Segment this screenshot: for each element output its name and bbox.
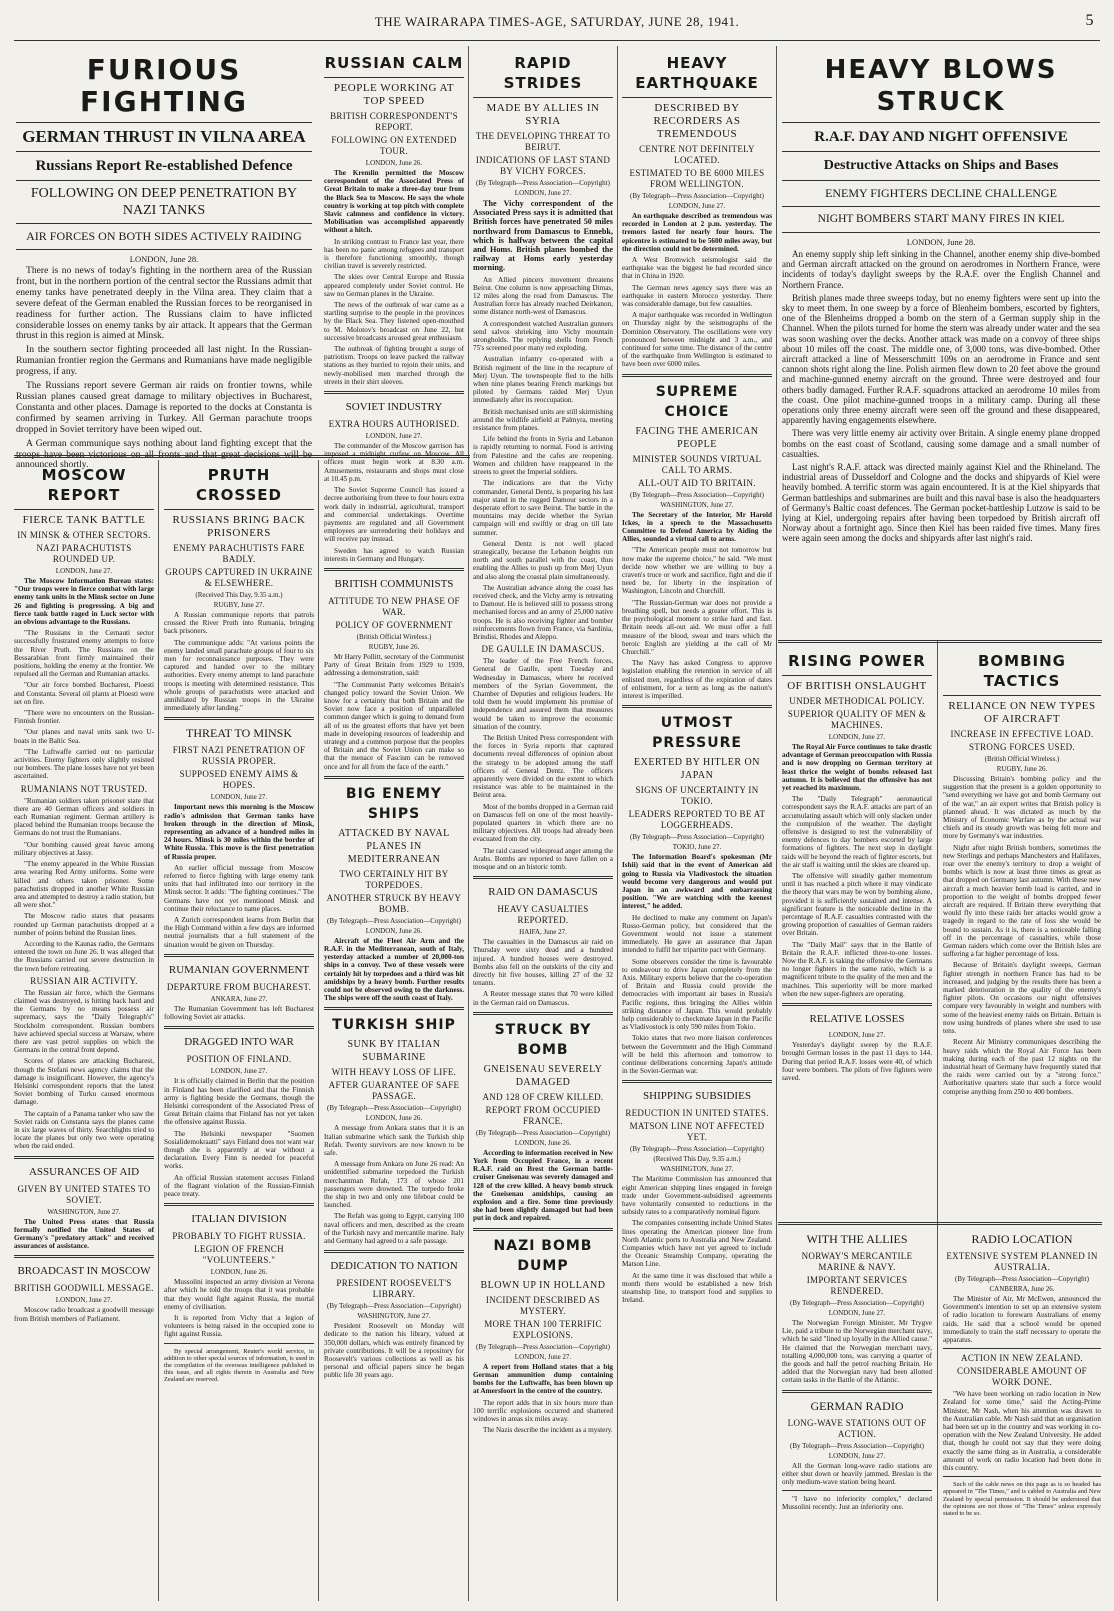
note: (Received This Day, 9.35 a.m.) <box>195 591 283 599</box>
paragraph: A message from Ankara on June 26 read: An unidentified submarine torpedoed the Turkish merchantman Refah, 173 of whose 201 passengers were drowned. The torpedo broke the ship in two and only one lifeboat could be launched. <box>324 1160 464 1210</box>
subheadline: SIGNS OF UNCERTAINTY IN TOKIO. <box>635 785 759 807</box>
subheadline: DESCRIBED BY RECORDERS AS TREMENDOUS <box>653 102 741 140</box>
subheadline: ENEMY PARACHUTISTS FARE BADLY. <box>173 543 305 564</box>
headline: HEAVY EARTHQUAKE <box>635 54 759 92</box>
subheadline: INCIDENT DESCRIBED AS MYSTERY. <box>485 1294 601 1316</box>
paragraph: All the German long-wave radio stations are either shut down or heavily jammed. Breslau is the only medium-wave station being heard. <box>782 1461 932 1487</box>
dateline: LONDON, June 27. <box>55 1296 113 1305</box>
paragraph: "The American people must not tomorrow but now make the supreme choice," he said. "We must decide now whether we are willing to buy a craven's truce or work and sacrifice, fight and die if need be, for liberty in the inspiration of Washington, Lincoln and Churchill. <box>622 546 772 596</box>
headline: TURKISH SHIP <box>332 1017 456 1034</box>
subheadline: LEADERS REPORTED TO BE AT LOGGERHEADS. <box>628 809 766 831</box>
dateline: RUGBY, June 27. <box>213 601 265 609</box>
article-heavy-blows-struck <box>782 50 1100 640</box>
dateline: LONDON, June 27. <box>828 733 886 741</box>
paragraph: A German communique says nothing about land fighting except that the troops have been victorious on all fronts and that great decisions will be announced shortly. <box>16 437 312 471</box>
dateline: LONDON, June 26. <box>365 926 423 935</box>
headline: BIG ENEMY SHIPS <box>345 785 443 822</box>
article-rising-power <box>782 648 932 1220</box>
subheadline: ENEMY FIGHTERS DECLINE CHALLENGE <box>825 186 1057 200</box>
subheadline: BLOWN UP IN HOLLAND <box>480 1279 606 1291</box>
paragraph: The "Daily Mail" says that in the Battle of Britain the R.A.F. inflicted three-to-one losses. Now the R.A.F. is taking the offensive the Germans no longer fighters in the same ratio, which is a magnificent tribute to the quality of the men and the machines. This superiority will be more marked when the new super-fighters are operating. <box>782 940 932 998</box>
paragraph: "The Russian-German war does not provide a breathing spell, but needs a greater effort. This is the psychological moment to strike hard and fast. Britain needs all-out aid. We must offer a full measure of the blood, sweat and tears which the heroic English are yielding at the call of Mr Churchill." <box>622 598 772 656</box>
headline: MOSCOW REPORT <box>41 466 127 504</box>
paragraph: "The enemy appeared in the White Russian area wearing Red Army uniforms. Some were killed and others taken prisoner. Some parachutists dropped in another White Russian area and attempted to destroy a radio station, but all were shot." <box>14 860 154 910</box>
subheadline: POLICY OF GOVERNMENT <box>335 619 453 630</box>
paragraph: The Minister of Air, Mr McEwen, announced the Government's intention to set up an extensive system of radio location to forewarn Australians of enemy raids. He said that a school would be opened immediately to train the staff necessary to operate the apparatus. <box>943 1295 1101 1345</box>
article-heavy-earthquake <box>622 50 772 1600</box>
paragraph: The Refah was going to Egypt, carrying 100 naval officers and men, described as the cream of the Turkish navy and mercantile marine. Italy and Germany had agreed to a safe passage. <box>324 1212 464 1246</box>
paragraph: "We have been working on radio location in New Zealand for some time," said the Acting-Prime Minister, Mr Nash, when his attention was drawn to the Australian cable. Mr Nash said that an organisation had been set up in the country and was working in co-operation with the New Zealand University. He added that, though he could not say that they were doing exactly the same thing as in Australia, a considerable amount of work on radio location had been done in this country. <box>943 1390 1101 1473</box>
paragraph: The Russian air force, which the Germans claimed was destroyed, is hitting back hard and the Germans by no means possess air supremacy, says the "Daily Telegraph's" Stockholm correspondent. Russian bombers have achieved special success at Warsaw, where there are vast petrol supplies on which the Germans in the central front depend. <box>14 988 154 1055</box>
subheadline: AND 128 OF CREW KILLED. <box>482 1091 604 1102</box>
paragraph: The Rumanian Government has left Bucharest following Soviet air attacks. <box>164 1004 314 1022</box>
paragraph: The Royal Air Force continues to take drastic advantage of German preoccupation with Russia and is now dropping on German territory at least thrice the weight of bombs released last autumn. It is believed that the offensive has not yet reached its maximum. <box>782 743 932 793</box>
subheadline: RELIANCE ON NEW TYPES OF AIRCRAFT <box>948 700 1096 725</box>
paragraph: The Moscow radio states that peasants rounded up German parachutists dropped at a number of points behind the Russian lines. <box>14 912 154 937</box>
dateline: LONDON, June 27. <box>514 1352 572 1361</box>
subheadline: PROBABLY TO FIGHT RUSSIA. <box>172 1231 306 1242</box>
subheadline: SUNK BY ITALIAN SUBMARINE <box>347 1039 441 1064</box>
paragraph: An official Russian statement accuses Finland of the flagrant violation of the Russian-Finnish peace treaty. <box>164 1173 314 1198</box>
headline: RUSSIAN CALM <box>324 54 464 72</box>
paragraph: In striking contrast to France last year, there has been no panic among refugees and transport is therefore functioning smoothly, though civilian travel is severely restricted. <box>324 237 464 271</box>
paragraph: An earlier official message from Moscow referred to fierce fighting with large enemy tank units that had infiltrated into our territory in the Minsk sector. It adds: "The fighting continues." The Germans have not yet mentioned Minsk and continue their reluctance to name places. <box>164 863 314 913</box>
headline: BOMBING TACTICS <box>978 652 1066 690</box>
paragraph: British planes made three sweeps today, but no enemy fighters were sent up into the sky to meet them. In one sweep by a force of Blenheim bombers, escorted by fighters, one of the Blenheims dropped a bomb on the stern of a German supply ship in the Channel. When the pilots turned for home the stern was already under water and the sea was soon washing over the decks. Another attack was made on a convoy of three ships about 10 miles off the coast. The middle one, of 3,000 tons, was dive-bombed. Other aircraft attacked a line of Messerschmitt 109s on an aerodrome in France and sent cannon shots right along the line. Polish airmen flew down to 20 feet above the ground and machine-gunned enemy aircraft on the ground. Three were destroyed and four others badly damaged. Further R.A.F. squadrons attacked an aerodrome 10 miles from the coast. One pilot machine-gunned troops in a military camp. During all these operations only three enemy aircraft were seen off the ground and these disappeared, apparently having engagements elsewhere. <box>782 292 1100 426</box>
paragraph: A Reuter message states that 70 were killed in the German raid on Damascus. <box>473 990 613 1007</box>
dateline: LONDON, June 27. <box>828 1031 886 1040</box>
article-with-the-allies <box>782 1228 932 1603</box>
paragraph: In the southern sector fighting proceeded all last night. In the Russian-Rumanian frontier region the Germans and Rumanians have made negligible progress, if any. <box>16 344 312 378</box>
paragraph: Moscow radio broadcast a goodwill message from British members of Parliament. <box>14 1306 154 1323</box>
headline: SHIPPING SUBSIDIES <box>643 1090 751 1103</box>
note: (By Telegraph—Press Association—Copyright) <box>476 1128 610 1137</box>
paragraph: General Dentz is not well placed strategically, because the Lebanon heights run north and south parallel with the coast, thus enabling the Allies to push up from Merj Uyun and also along the coastal plain simultaneously. <box>473 539 613 581</box>
dateline: LONDON, June 26. <box>514 1138 572 1147</box>
paragraph: The German news agency says there was an earthquake in eastern Morocco yesterday. There was considerable damage, but few casualties. <box>622 283 772 309</box>
paragraph: A message from Ankara states that it is an Italian submarine which sank the Turkish ship Refah. Twenty survivors are now known to be safe. <box>324 1124 464 1157</box>
subheadline: DEPARTURE FROM BUCHAREST. <box>166 981 312 992</box>
headline: NAZI BOMB DUMP <box>493 1237 593 1274</box>
dateline: LONDON, June 26. <box>210 1268 268 1277</box>
dateline: LONDON, June 27. <box>828 1309 886 1317</box>
note: (By Telegraph—Press Association—Copyright) <box>630 833 764 842</box>
paragraph: At the same time it was disclosed that while a month there would be established a new Irish steamship line, to transport food and supplies to Ireland. <box>622 1271 772 1305</box>
subheadline: WITH HEAVY LOSS OF LIFE. <box>331 1067 457 1078</box>
subheadline: FOLLOWING ON DEEP PENETRATION BY NAZI TANKS <box>30 186 298 218</box>
dateline: WASHINGTON, June 27. <box>660 500 734 509</box>
subheadline: FIRST NAZI PENETRATION OF RUSSIA PROPER. <box>172 745 306 767</box>
headline: GERMAN RADIO <box>810 1398 904 1413</box>
subheadline: SUPPOSED ENEMY AIMS & HOPES. <box>179 769 299 791</box>
subheadline: IMPORTANT SERVICES RENDERED. <box>806 1275 908 1296</box>
paragraph: The offensive will steadily gather momentum until it has reached a pitch where it may vindicate the theory that wars may be won by bombing alone, provided it is sufficiently sustained and intense. A significant feature is the noticeable decline in the percentage of R.A.F. casualties contrasted with the growing proportion of casualties of German raiders over Britain. <box>782 872 932 938</box>
subheadline: RUMANIANS NOT TRUSTED. <box>20 783 148 794</box>
paragraph: Yesterday's daylight sweep by the R.A.F. brought German losses in the past 11 days to 144. During that period R.A.F. losses were 40, of which four were bombers. The pilots of five fighters were saved. <box>782 1041 932 1082</box>
headline: THREAT TO MINSK <box>185 726 292 741</box>
subheadline: Destructive Attacks on Ships and Bases <box>823 158 1059 173</box>
column-rule <box>776 46 777 1601</box>
paragraph: Life behind the fronts in Syria and Lebanon is rapidly returning to normal. Food is arriving from Palestine and the cafes are reopening. Women and children have reappeared in the streets to greet the Imperial soldiers. <box>473 435 613 477</box>
paragraph: The report adds that in six hours more than 100 terrific explosions occurred and shattered windows in areas six miles away. <box>473 1398 613 1423</box>
column-rule <box>158 460 159 1601</box>
subheadline: CONSIDERABLE AMOUNT OF WORK DONE. <box>957 1366 1087 1388</box>
dateline: LONDON, June 27. <box>55 567 113 575</box>
article-moscow-report <box>14 462 154 1602</box>
subheadline: RUSSIAN AIR ACTIVITY. <box>30 975 138 986</box>
note: (By Telegraph—Press Association—Copyright) <box>327 1104 461 1113</box>
paragraph: "Our planes and naval units sank two U-boats in the Baltic Sea. <box>14 728 154 745</box>
article-bombing-tactics <box>943 648 1101 1220</box>
subheadline: PEOPLE WORKING AT TOP SPEED <box>333 82 455 107</box>
subheadline: NIGHT BOMBERS START MANY FIRES IN KIEL <box>817 213 1065 225</box>
subheadline: GNEISENAU SEVERELY DAMAGED <box>483 1063 603 1088</box>
paragraph: The Nazis describe the incident as a mystery. <box>483 1426 613 1435</box>
dateline: WASHINGTON, June 27. <box>47 1207 121 1216</box>
subheadline: AFTER GUARANTEE OF SAFE PASSAGE. <box>328 1080 460 1102</box>
dateline: LONDON, June 27. <box>514 189 572 197</box>
column-rule <box>318 460 319 1601</box>
paragraph: Important news this morning is the Moscow radio's admission that German tanks have broken through in the direction of Minsk, representing an advance of a hundred miles in 24 hours. Minsk is 30 miles within the border of White Russia. This move is the first penetration of Russia proper. <box>164 803 314 861</box>
section-rule <box>778 640 1102 643</box>
dateline: WASHINGTON, June 27. <box>357 1312 431 1321</box>
subheadline: THE DEVELOPING THREAT TO BEIRUT. <box>475 131 611 152</box>
paragraph: The Russians report severe German air raids on frontier towns, while Russian planes caused great damage to military objectives in Bucharest, Constanta and other places. Damage is reported to the docks at Constanta is confirmed by seamen arriving in Turkey. All German parachute troops dropped in Soviet territory have been wiped out. <box>16 380 312 435</box>
subheadline: REDUCTION IN UNITED STATES. <box>625 1108 769 1119</box>
paragraph: British mechanised units are still skirmishing around the wildlife airfield at Palmyra, meeting resistance from planes. <box>473 407 613 433</box>
headline: RELATIVE LOSSES <box>809 1013 905 1026</box>
paragraph: A Zurich correspondent learns from Berlin that the High Command within a few days are informed neutral journalists that a full statement of the situation would be given on Thursday. <box>164 916 314 949</box>
paragraph: Tokio states that two more liaison conferences between the Government and the High Command will be held this afternoon and tomorrow to continue deliberations concerning Japan's attitude in the Soviet-German war. <box>622 1034 772 1076</box>
subheadline: ESTIMATED TO BE 6000 MILES FROM WELLINGTON. <box>629 168 765 189</box>
paragraph: The Navy has asked Congress to approve legislation enabling the retention in service of all enlisted men, regardless of the expiration of dates of enlistment, for a term as long as the nation's interest is imperilled. <box>622 659 772 700</box>
article-russian-calm <box>324 50 464 1600</box>
note: (British Official Wireless.) <box>356 632 432 641</box>
subheadline: EXTENSIVE SYSTEM PLANNED IN AUSTRALIA. <box>946 1251 1098 1272</box>
paragraph: The skies over Central Europe and Russia appeared completely under Soviet control. He saw no German planes in the Ukraine. <box>324 273 464 298</box>
subheadline: RUSSIANS BRING BACK PRISONERS <box>172 514 306 539</box>
paragraph: An Allied pincers movement threatens Beirut. One column is now approaching Dimas, 12 miles along the road from Damascus. The Australian force has already reached Deirkanon, some distance north-west of Damascus. <box>473 275 613 317</box>
paragraph: There was very little enemy air activity over Britain. A single enemy plane dropped bombs on the east coast of Scotland, causing some damage and a small number of casualties. <box>782 428 1100 459</box>
paragraph: An enemy supply ship left sinking in the Channel, another enemy ship dive-bombed and German aircraft attacked on the ground on aerodromes in Northern France, were incidents of today's daylight sweeps by the R.A.F. over the English Channel and Northern France. <box>782 249 1100 290</box>
headline: RADIO LOCATION <box>971 1232 1073 1246</box>
paragraph: According to the Kaunas radio, the Germans entered the town on June 26. It was alleged that the Russians carried out severe destruction in the town before retreating. <box>14 939 154 973</box>
dateline: TOKIO, June 27. <box>672 843 722 852</box>
paragraph: The Secretary of the Interior, Mr Harold Ickes, in a speech to the Massachusetts Committee to Defend America by Aiding the Allies, sounded a virtual call to arms. <box>622 510 772 544</box>
paragraph: It is reported from Vichy that a legion of volunteers is being raised in the occupied zone to fight against Russia. <box>164 1313 314 1339</box>
paragraph: Mussolini inspected an army division at Verona after which he told the troops that it was probable that they would fight against Russia, the mortal enemy of civilisation. <box>164 1278 314 1311</box>
paragraph: A correspondent watched Australian gunners send salvos shrieking into Vichy mountain strongholds. The replying shells from French 75's screened poor many red exploding. <box>473 319 613 353</box>
paragraph: Mr Harry Pollitt, secretary of the Communist Party of Great Britain from 1929 to 1939, addressing a demonstration, said: <box>324 652 464 678</box>
masthead <box>14 10 1100 41</box>
subheadline: STRONG FORCES USED. <box>969 742 1075 752</box>
dateline: LONDON, June 27. <box>828 1451 886 1460</box>
dateline: WASHINGTON, June 27. <box>660 1165 734 1174</box>
paragraph: "Our air force bombed Bucharest, Ploesti and Constanta. Several oil plants at Ploesti were set on fire. <box>14 681 154 706</box>
paragraph: "The Russians in the Cernauti sector successfully frustrated enemy attempts to force the River Pruth. The Russians on the Bessarabian front firmly maintained their positions, holding the enemy at the frontier. We repulsed all the German and Rumanian attacks. <box>14 629 154 679</box>
paragraph: The "Daily Telegraph" aeronautical correspondent says the R.A.F. attacks are part of an accumulating assault which will only slacken under the compulsion of the weather. The daylight offensive is designed to test the vulnerability of enemy defences to day bombers escorted by large formations of fighters. The next step in daylight raids will be beyond the reach of fighter escorts, but the air staff is waiting until the skies are cleared up. <box>782 795 932 869</box>
subheadline: ATTITUDE TO NEW PHASE OF WAR. <box>328 595 460 617</box>
note: (By Telegraph—Press Association—Copyright) <box>630 192 764 200</box>
dateline: HAIFA, June 27. <box>519 928 567 937</box>
headline: ITALIAN DIVISION <box>191 1213 287 1226</box>
paragraph: "There were no encounters on the Russian-Finnish frontier. <box>14 709 154 726</box>
paragraph: The commander of the Moscow garrison has imposed a midnight curfew on Moscow. All offices must begin work at 8.30 a.m. Amusements, restaurants and shops must close at 10.45 p.m. <box>324 442 464 483</box>
note: (By Telegraph—Press Association—Copyright) <box>476 179 610 187</box>
subheadline: ALL-OUT AID TO BRITAIN. <box>638 477 756 488</box>
paragraph: Last night's R.A.F. attack was directed mainly against Kiel and the Rhineland. The industrial areas of Dusseldorf and Cologne and the docks and shipyards of Kiel were heavily bombed. A terrific storm was again encountered. It is at the Kiel shipyards that German battleships and submarines are built and this naval base is also the headquarters of Germany's Baltic coast defences. The German pocket-battleship Lutzow is said to be lying at Kiel, undergoing repairs after having been torpedoed by British aircraft off Norway about a fortnight ago. Since then Kiel has been raided five times. Many fires were again seen among the docks and shipyards after last night's raid. <box>782 462 1100 544</box>
subheadline: FACING THE AMERICAN PEOPLE <box>635 425 759 450</box>
dateline: CANBERRA, June 26. <box>989 1285 1055 1293</box>
headline: SUPREME CHOICE <box>655 383 739 420</box>
subheadline: HEAVY CASUALTIES REPORTED. <box>497 904 589 926</box>
headline: UTMOST PRESSURE <box>652 715 742 752</box>
dateline: ANKARA, June 27. <box>210 994 268 1003</box>
paragraph: Night after night British bombers, sometimes the new Sterlings and perhaps Manchesters and Halifaxes, roar over the enemy's territory to drop a weight of bombs which is now at least three times as great as that dropped on Germany last autumn. With these new aircraft a much heavier bomb load is carried, and in proportion to the weight of bombs dropped fewer aircraft are required. If Britain threw everything that would fly into these raids her attacks would grow a tragedy in regard to the rate of loss she would be bound to sustain. As it is, there is a noticeable falling off in the percentage of casualties, while those German raiders which come over the British Isles are suffering a far higher percentage of loss. <box>943 843 1101 959</box>
note: (By Telegraph—Press Association—Copyright) <box>790 1441 924 1450</box>
dateline: LONDON, June 28. <box>129 254 199 264</box>
headline: RAID ON DAMASCUS <box>488 886 598 899</box>
subheadline: UNDER METHODICAL POLICY. <box>789 696 925 706</box>
headline: STRUCK BY BOMB <box>494 1021 592 1058</box>
paragraph: "Rumanian soldiers taken prisoner state that there are 40 German officers and soldiers in each Rumanian regiment. German artillery is placed behind the Rumanian troops because the Germans do not trust the Rumanians. <box>14 796 154 838</box>
note: (By Telegraph—Press Association—Copyright) <box>476 1342 610 1351</box>
paragraph: A Russian communique reports that patrols crossed the River Pruth into Rumania, bringing back prisoners. <box>164 611 314 636</box>
paragraph: The Vichy correspondent of the Associated Press says it is admitted that British forces have penetrated 50 miles northward from Damascus to Ennebk, which is halfway between the capital and Homs. British planes bombed the railway at Homs early yesterday morning. <box>473 199 613 273</box>
subheadline: GIVEN BY UNITED STATES TO SOVIET. <box>17 1183 151 1205</box>
note: (By Telegraph—Press Association—Copyright) <box>790 1299 924 1307</box>
paragraph: The leader of the Free French forces, General de Gaulle, spent Tuesday and Wednesday in Damascus, where he received members of the Syrian Government, the Chamber of Deputies and religious leaders. He told them he would implement his promise of independence and assured them that measures would be taken to improve the economic situation of the country. <box>473 657 613 731</box>
subheadline: ATTACKED BY NAVAL PLANES IN MEDITERRANEAN <box>338 827 450 865</box>
paragraph: Discussing Britain's bombing policy and the suggestion that the present is a golden opportunity to "send everything we have got and bomb Germany out of the war," an air expert writes that British policy is planned ahead. It was dictated as much by the Ministry of Economic Warfare as by the actual war chiefs and its steady growth was being felt more and more by Germany's war industries. <box>943 775 1101 841</box>
subheadline: PRESIDENT ROOSEVELT'S LIBRARY. <box>336 1278 452 1300</box>
paragraph: The indications are that the Vichy commander, General Dentz, is preparing his last major stand in the rugged Damour sectors in a desperate effort to save Beirut. The battle in the mountains may decide whether the Syrian campaign will end swiftly or drag on till late summer. <box>473 479 613 537</box>
paragraph: Sweden has agreed to watch Russian interests in Germany and Hungary. <box>324 546 464 563</box>
paragraph: He declined to make any comment on Japan's Russo-German policy, but considered that the Government would not issue a statement immediately. He gave an assurance that Japan intended to fulfil her tripartite pact with Germany. <box>622 913 772 955</box>
subheadline: GERMAN THRUST IN VILNA AREA <box>22 127 306 146</box>
headline: WITH THE ALLIES <box>806 1232 908 1246</box>
paragraph: Scores of planes are attacking Bucharest, though the Stefani news agency claims that the damage is insignificant. However, the agency's Helsinki correspondent reports that the latest Soviet bombing of Turku caused enormous damage. <box>14 1057 154 1107</box>
paragraph: A report from Holland states that a big German ammunition dump containing bombs for the Luftwaffe, has been blown up at Amersfoort in the centre of the country. <box>473 1362 613 1396</box>
paragraph: President Roosevelt on Monday will dedicate to the nation his library, valued at 350,000 dollars, which was entirely financed by private contributions. It will be a repository for Roosevelt's various collections as well as his personal and official papers since he began public life 30 years ago. <box>324 1322 464 1380</box>
masthead-title: THE WAIRARAPA TIMES-AGE, SATURDAY, JUNE 28, 1941. <box>374 14 740 29</box>
dateline: RUGBY, June 26. <box>996 765 1048 773</box>
note: (Received This Day, 9.35 a.m.) <box>653 1155 741 1164</box>
headline: BRITISH COMMUNISTS <box>334 577 454 590</box>
subheadline: DE GAULLE IN DAMASCUS. <box>481 644 605 655</box>
note: (By Telegraph—Press Association—Copyright) <box>327 916 461 925</box>
subheadline: CENTRE NOT DEFINITELY LOCATED. <box>639 144 755 165</box>
article-radio-location <box>943 1228 1101 1603</box>
subheadline: BRITISH GOODWILL MESSAGE. <box>14 1283 154 1294</box>
column-rule <box>617 46 618 1601</box>
subheadline: R.A.F. DAY AND NIGHT OFFENSIVE <box>814 129 1068 145</box>
headline: FURIOUS FIGHTING <box>80 53 248 118</box>
subheadline: FOLLOWING ON EXTENDED TOUR. <box>331 135 457 156</box>
paragraph: Most of the bombs dropped in a German raid on Damascus fell on one of the most heavily-populated quarters in which there are no military objectives. All troops had already been evacuated from the city. <box>473 802 613 844</box>
note: (By Telegraph—Press Association—Copyright) <box>630 490 764 499</box>
dateline: LONDON, June 27. <box>210 793 268 802</box>
headline: HEAVY BLOWS STRUCK <box>824 55 1058 117</box>
paragraph: The Information Board's spokesman (Mr Ishii) said that in the event of American aid going to Russia via Vladivostock the situation would become very dangerous and would put Japan in an awkward and embarrassing position. "We are watching with the keenest interest," he added. <box>622 853 772 911</box>
subheadline: LEGION OF FRENCH "VOLUNTEERS." <box>194 1244 284 1266</box>
article-pruth-crossed <box>164 462 314 1602</box>
paragraph: According to information received in New York from Occupied France, in a recent R.A.F. raid on Brest the German battle-cruiser Gneisenau was severely damaged and 128 of the crew killed. A heavy bomb struck the Gneisenau amidships, causing an explosion and a fire. Some time previously she had been slightly damaged but had been put in dock and repaired. <box>473 1148 613 1223</box>
headline: ASSURANCES OF AID <box>28 1165 140 1178</box>
subheadline: POSITION OF FINLAND. <box>186 1054 292 1065</box>
paragraph: The Australian advance along the coast has received check, and the Vichy army is retreating to Damour. He is believed still to possess strong mechanised forces and an army of 25,000 native troops. He is also receiving fighter and bomber reinforcements flown from France, via Sardinia, Brindisi, Rhodes and Aleppo. <box>473 583 613 641</box>
subheadline: Russians Report Re-established Defence <box>35 158 293 174</box>
subheadline: OF BRITISH ONSLAUGHT <box>787 680 927 692</box>
dateline: LONDON, June 27. <box>210 1067 268 1076</box>
paragraph: The Maritime Commission has announced that eight American shipping lines engaged in foreign trade under Government-subsidised agreements have voluntarily consented to reductions in the subsidy rates to a comparatively nominal figure. <box>622 1175 772 1217</box>
note: (British Official Wireless.) <box>984 755 1060 763</box>
dateline: LONDON, June 27. <box>668 202 726 210</box>
dateline: LONDON, June 27. <box>365 432 423 441</box>
subheadline: SUPERIOR QUALITY OF MEN & MACHINES. <box>787 709 927 730</box>
paragraph: Recent Air Ministry communiques describing the heavy raids which the Royal Air Force has been making during each of the past 12 nights on the industrial heart of Germany have frequently stated that the raids were carried out by a "strong force." Authoritative quarters state that such a force would comprise anything from 250 to 400 bombers. <box>943 1038 1101 1096</box>
note: (By Telegraph—Press Association—Copyright) <box>630 1145 764 1154</box>
subheadline: MADE BY ALLIES IN SYRIA <box>486 102 600 127</box>
dateline: LONDON, June 28. <box>906 237 976 247</box>
paragraph: A West Bromwich seismologist said the earthquake was the biggest he had recorded since that in China in 1920. <box>622 256 772 281</box>
paragraph: The captain of a Panama tanker who saw the Soviet raids on Constanta says the planes came in six large waves of thirty. Searchlights tried to locate the planes but only two were operating when the raid ended. <box>14 1109 154 1151</box>
subheadline: GROUPS CAPTURED IN UKRAINE & ELSEWHERE. <box>165 567 313 588</box>
paragraph: The Helsinki newspaper "Suomen Sosialidemokraatti" says Finland does not want war though she is apparently at war without a declaration. Every Finn is needed for peaceful works. <box>164 1129 314 1171</box>
paragraph: The news of the outbreak of war came as a startling surprise to the people in the provinces by the Black Sea. They listened open-mouthed to M. Molotov's broadcast on June 22, but successive broadcasts aroused great enthusiasm. <box>324 301 464 342</box>
section-rule <box>778 1222 1102 1225</box>
note: (By Telegraph—Press Association—Copyright) <box>955 1275 1089 1283</box>
subheadline: NAZI PARACHUTISTS ROUNDED UP. <box>36 543 132 564</box>
headline: PRUTH CROSSED <box>196 466 282 504</box>
subheadline: AIR FORCES ON BOTH SIDES ACTIVELY RAIDING <box>26 229 302 243</box>
subheadline: TWO CERTAINLY HIT BY TORPEDOES. <box>339 868 449 890</box>
headline: DEDICATION TO NATION <box>330 1260 458 1273</box>
paragraph: The British United Press correspondent with the forces in Syria reports that captured documents reveal differences of opinion about the strategy to be adopted among the staff officers of General Dentz. The officers apparently were divided on the extent to which resistance was able to be maintained in the Beirut area. <box>473 733 613 800</box>
article-furious-fighting <box>16 50 312 471</box>
headline: DRAGGED INTO WAR <box>184 1036 294 1049</box>
subheadline: EXTRA HOURS AUTHORISED. <box>328 419 460 430</box>
paragraph: A major earthquake was recorded in Wellington on Thursday night by the seismographs of the Dominion Observatory. The oscillations were very pronounced between midnight and 3 a.m., and continued for some time. The distance of the centre of the earthquake from Wellington is estimated to have been over 6000 miles. <box>622 311 772 369</box>
paragraph: "I have no inferiority complex," declared Mussolini recently. Just an inferiority one. <box>782 1495 932 1512</box>
subheadline: MORE THAN 100 TERRIFIC EXPLOSIONS. <box>484 1318 602 1340</box>
dateline: RUGBY, June 26. <box>368 642 420 651</box>
headline: SOVIET INDUSTRY <box>345 401 443 414</box>
dateline: LONDON, June 26. <box>365 159 423 167</box>
paragraph: Some observers consider the time is favourable to endeavour to drive Japan completely from the Axis. Military experts believe that the co-operation of Britain and Russia could provide the democracies with important air bases in Russia's Pacific regions, thus bringing the Allies within striking distance of Japan. This would probably help considerably to checkmate Japan in the Pacific as Vladivostock is only 590 miles from Tokio. <box>622 957 772 1032</box>
paragraph: "The Luftwaffe carried out no particular activities. Enemy fighters only slightly resisted our bombers. The plane losses have not yet been ascertained. <box>14 747 154 781</box>
paragraph: The raid caused widespread anger among the Arabs. Bombs are reported to have fallen on a mosque and on an historic tomb. <box>473 846 613 872</box>
subheadline: LONG-WAVE STATIONS OUT OF ACTION. <box>787 1417 927 1439</box>
headline: RUMANIAN GOVERNMENT <box>168 963 310 976</box>
column-rule <box>468 46 469 1601</box>
paragraph: The Norwegian Foreign Minister, Mr Trygve Lie, paid a tribute to the Norwegian merchant navy, which he said "lined up loyally in the Allied cause." He claimed that the Norwegian merchant navy, totalling 4,000,000 tons, was carrying a quarter of the goods and half the petrol reaching Britain. He added that the Norwegian navy had been allotted certain tasks in the Battle of the Atlantic. <box>782 1319 932 1385</box>
paragraph: The outbreak of fighting brought a surge of patriotism. Troops on leave packed the railway stations as they hurried to rejoin their units, and newly-mobilised men marched through the streets in their shirt sleeves. <box>324 345 464 386</box>
headline: BROADCAST IN MOSCOW <box>17 1265 151 1278</box>
paragraph: The communique adds: "At various points the enemy landed small parachute groups of four to six men for reconnaissance purposes. They were captured and handed over to the military authorities. Every enemy attempt to land parachute troops is meeting with determined resistance. This whole groups of parachutists were attacked and annihilated by Russian troops in the Ukraine immediately after landing." <box>164 638 314 713</box>
headline: RAPID STRIDES <box>503 54 583 92</box>
paragraph: The Soviet Supreme Council has issued a decree authorising from three to four hours extra work daily in industrial, agricultural, transport and commercial undertakings. Overtime payments are regulated and all Government employees are surrendering their holidays and will receive pay instead. <box>324 486 464 544</box>
subheadline: INDICATIONS OF LAST STAND BY VICHY FORCES. <box>475 155 611 176</box>
column-rule <box>937 640 938 1601</box>
footnote: Such of the cable news on this page as is so headed has appeared in "The Times," and is cabled to Australia and New Zealand by special permission. It should be understood that the opinions are not those of "The Times" unless expressly stated to be so. <box>943 1481 1101 1518</box>
paragraph: There is no news of today's fighting in the northern area of the Russian front, but in the northern portion of the central sector the Russians admit that enemy tanks have penetrated deeply in the Vilna area. They claim that a severe defeat of the German enabled the Russian forces to be reorganised in readiness for further action. The Russians claim to have inflicted considerable losses on enemy tanks by air attack. It appears that the German thrust in this region is aimed at Minsk. <box>16 265 312 342</box>
paragraph: The Kremlin permitted the Moscow correspondent of the Associated Press of Great Britain to make a three-day tour from the Black Sea to Moscow. He says the whole country is working at top pitch with complete Slavic calmness and confidence in victory. Mobilisation was accomplished apparently without a hitch. <box>324 169 464 235</box>
subheadline: INCREASE IN EFFECTIVE LOAD. <box>950 729 1094 739</box>
paragraph: The Moscow Information Bureau states: "Our troops were in fierce combat with large enemy tank units in the Minsk sector on June 26 and fighting is progressing. A big and fierce tank battle raged in Luck sector with an obvious advantage to the Russians. <box>14 577 154 627</box>
paragraph: Aircraft of the Fleet Air Arm and the R.A.F. in the Mediterranean, south of Italy, yesterday attacked a number of 20,000-ton ships in a convoy. Two of these vessels were certainly hit by torpedoes and a third was hit amidships by a heavy bomb. Further results could not be observed owing to the darkness. The ships were off the south coast of Italy. <box>324 936 464 1003</box>
subheadline: ACTION IN NEW ZEALAND. <box>961 1353 1083 1364</box>
paragraph: An earthquake described as tremendous was recorded in London at 2 p.m. yesterday. The tremors lasted for nearly four hours. The epicentre is estimated to be 5600 miles away, but the direction could not be determined. <box>622 212 772 253</box>
subheadline: ANOTHER STRUCK BY HEAVY BOMB. <box>326 892 462 914</box>
subheadline: IN MINSK & OTHER SECTORS. <box>17 530 151 540</box>
footnote: By special arrangement, Reuter's world service, in addition to other special sources of information, is used in the compilation of the overseas intelligence published in this issue, and all rights therein in Australia and New Zealand are reserved. <box>164 1347 314 1384</box>
paragraph: The United Press states that Russia formally notified the United States of Germany's "predatory attack" and received assurances of assistance. <box>14 1217 154 1251</box>
paragraph: "The Communist Party welcomes Britain's changed policy toward the Soviet Union. We know for a certainty that both Britain and the Soviet now face a position of unparalleled common danger which is going to demand from all of us the greatest efforts that have yet been made in developing resources of leadership and strategy and a common purpose that the peoples of Britain and the Soviet Union can make so that the menace of Fascism can be removed once and for all from the face of the earth." <box>324 680 464 771</box>
subheadline: MATSON LINE NOT AFFECTED YET. <box>629 1121 765 1143</box>
subheadline: REPORT FROM OCCUPIED FRANCE. <box>485 1104 601 1126</box>
paragraph: The casualties in the Damascus air raid on Thursday were sixty dead and a hundred injured. A hundred houses were destroyed. Bombs also fell on the outskirts of the city and directly hit five houses, killing 27 of the 32 tenants. <box>473 938 613 988</box>
paragraph: Because of Britain's daylight sweeps, German fighter strength in northern France has had to be increased, and judging by the results there has been a marked deterioration in the quality of the enemy's fighter pilots. On occasions our night offensives compare very favourably in weight and numbers with some of the heaviest enemy raids on Britain. Britain is now using hundreds of planes where she used to use tens. <box>943 961 1101 1036</box>
subheadline: FIERCE TANK BATTLE <box>22 514 146 526</box>
subheadline: EXERTED BY HITLER ON JAPAN <box>634 757 760 782</box>
article-rapid-strides <box>473 50 613 1600</box>
note: (By Telegraph—Press Association—Copyright) <box>327 1302 461 1311</box>
paragraph: Australian infantry co-operated with a British regiment of the line in the recapture of Merj Uyun. The townspeople fled to the hills when nine planes bearing French markings but piloted by Germans raided Merj Uyun immediately after its reoccupation. <box>473 355 613 405</box>
subheadline: BRITISH CORRESPONDENT'S REPORT. <box>330 111 458 132</box>
paragraph: "Our bombing caused great havoc among military objectives at Jassy. <box>14 840 154 857</box>
paragraph: The companies consenting include United States lines operating the American pioneer line from North Atlantic ports to Australia and New Zealand. Companies which have not yet agreed to include the Oceanic Steamship Company, operating the Matson Line. <box>622 1219 772 1269</box>
page-number: 5 <box>1085 12 1094 29</box>
subheadline: NORWAY'S MERCANTILE MARINE & NAVY. <box>801 1251 913 1272</box>
dateline: LONDON, June 26. <box>365 1114 423 1123</box>
headline: RISING POWER <box>788 652 926 670</box>
paragraph: It is officially claimed in Berlin that the position in Finland has been clarified and that the Finnish army is fighting beside the Germans, though the Helsinki correspondent of the Associated Press of Great Britain claims that Finland has not yet taken the offensive against Russia. <box>164 1077 314 1127</box>
subheadline: MINISTER SOUNDS VIRTUAL CALL TO ARMS. <box>632 453 762 475</box>
